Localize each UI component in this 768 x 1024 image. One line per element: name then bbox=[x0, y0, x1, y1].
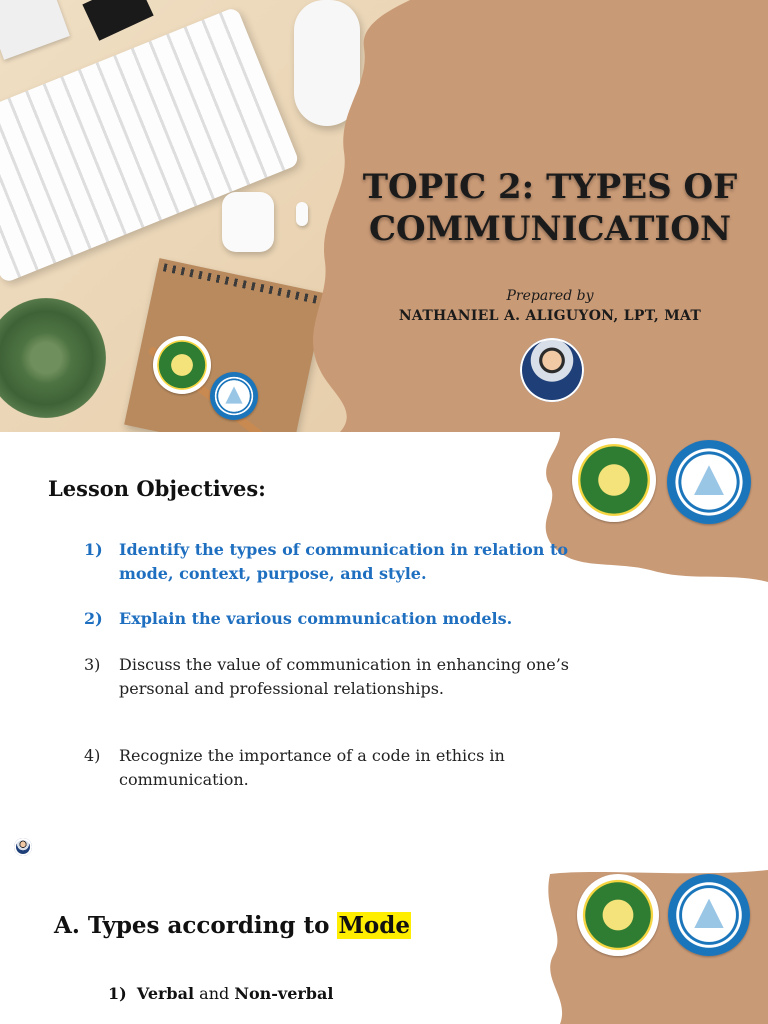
presenter-avatar-icon bbox=[14, 838, 32, 856]
types-mode-slide bbox=[0, 864, 768, 1024]
heading-prefix: A. Types according to bbox=[54, 912, 338, 939]
list-item-number: 1) bbox=[108, 984, 127, 1003]
section-heading: Lesson Objectives: bbox=[48, 476, 266, 501]
earbuds-case-image bbox=[222, 192, 274, 252]
verbal-term: Verbal bbox=[136, 984, 195, 1003]
title-slide bbox=[0, 0, 768, 432]
page-title bbox=[340, 166, 760, 250]
prepared-by-label: Prepared by bbox=[506, 288, 594, 304]
list-item bbox=[84, 538, 604, 586]
nvsu-seal-logo-icon bbox=[572, 438, 656, 522]
list-item-number: 3) bbox=[84, 655, 101, 674]
list-item-text: Explain the various communication models. bbox=[119, 609, 513, 628]
cas-seal-logo-icon bbox=[210, 372, 258, 420]
list-item bbox=[108, 984, 333, 1003]
cas-seal-logo-icon bbox=[668, 874, 750, 956]
list-item-number: 2) bbox=[84, 609, 103, 628]
objectives-slide bbox=[0, 432, 768, 864]
conjunction-text: and bbox=[194, 984, 235, 1003]
list-item-text: Recognize the importance of a code in ethics in communication. bbox=[119, 746, 505, 789]
nvsu-seal-logo-icon bbox=[153, 336, 211, 394]
list-item bbox=[84, 607, 604, 631]
highlighted-keyword: Mode bbox=[338, 912, 410, 939]
nvsu-seal-logo-icon bbox=[577, 874, 659, 956]
list-item-text: Identify the types of communication in relation to mode, context, purpose, and style. bbox=[119, 540, 569, 583]
section-heading bbox=[54, 912, 411, 939]
list-item-number: 1) bbox=[84, 540, 103, 559]
list-item bbox=[84, 653, 604, 701]
presenter-avatar-icon bbox=[520, 338, 584, 402]
list-item bbox=[84, 744, 604, 792]
list-item-number: 4) bbox=[84, 746, 101, 765]
title-line-1: TOPIC 2: TYPES OF bbox=[362, 167, 738, 207]
list-item-text: Discuss the value of communication in enhancing one’s personal and professional relationships. bbox=[119, 655, 569, 698]
title-line-2: COMMUNICATION bbox=[368, 209, 732, 249]
author-name: NATHANIEL A. ALIGUYON, LPT, MAT bbox=[398, 308, 702, 324]
nonverbal-term: Non-verbal bbox=[234, 984, 334, 1003]
cas-seal-logo-icon bbox=[667, 440, 751, 524]
